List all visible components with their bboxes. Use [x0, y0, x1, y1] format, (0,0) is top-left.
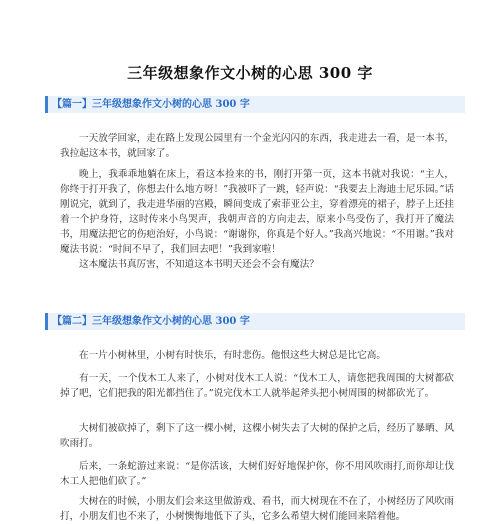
page-title: 三年级想象作文小树的心思 300 字	[127, 64, 373, 82]
paragraph: 这本魔法书真厉害，不知道这本书明天还会不会有魔法？	[79, 259, 319, 270]
paragraph: 大树们被砍掉了，剩下了这一棵小树，这棵小树失去了大树的保护之后，经历了暴晒、风吹雨打。	[60, 423, 454, 449]
paragraph: 在一片小树林里，小树有时快乐，有时悲伤。他恨这些大树总是比它高。	[79, 350, 386, 361]
section-header-2: 【篇二】三年级想象作文小树的心思 300 字	[45, 313, 465, 330]
paragraph: 大树在的时候，小朋友们会来这里做游戏、看书，而大树现在不在了，小树经历了风吹雨打，小朋友们也不来了，小树懊悔地低下了头，它多么希望大树们能回来陪着他。	[60, 496, 454, 522]
paragraph: 后来，一条蛇游过来说：“是你活该，大树们好好地保护你，你不用风吹雨打,而你却让伐木工人把他们砍了。”	[60, 461, 454, 487]
paragraph: 晚上，我乖乖地躺在床上，看这本捡来的书，刚打开第一页，这本书就对我说：“主人，你终于打开我了，你想去什么地方呀！”我被吓了一跳，轻声说：“我要去上海迪士尼乐园。”话刚说完，就到了，我走进华丽的宫殿，瞬间变成了索菲亚公主，穿着漂亮的裙子，脖子上还挂着一个护身符，这时传来小鸟哭声，我朝声音的方向走去，原来小鸟受伤了，我打开了魔法书，用魔法把它的伤疤治好，小鸟说：“谢谢你，你真是个好人。”我高兴地说：“不用谢。”我对魔法书说：“时间不早了，我们回去吧！”我到家啦！	[60, 169, 454, 255]
paragraph: 有一天，一个伐木工人来了，小树对伐木工人说：“伐木工人，请您把我周围的大树都砍掉了吧，它们把我的阳光都挡住了。”说完伐木工人就举起斧头把小树周围的树都砍光了。	[60, 373, 454, 399]
paragraph: 一天放学回家，走在路上发现公园里有一个金光闪闪的东西，我走进去一看，是一本书，我拉起这本书，就回家了。	[60, 133, 454, 159]
section-header-1: 【篇一】三年级想象作文小树的心思 300 字	[45, 96, 465, 113]
